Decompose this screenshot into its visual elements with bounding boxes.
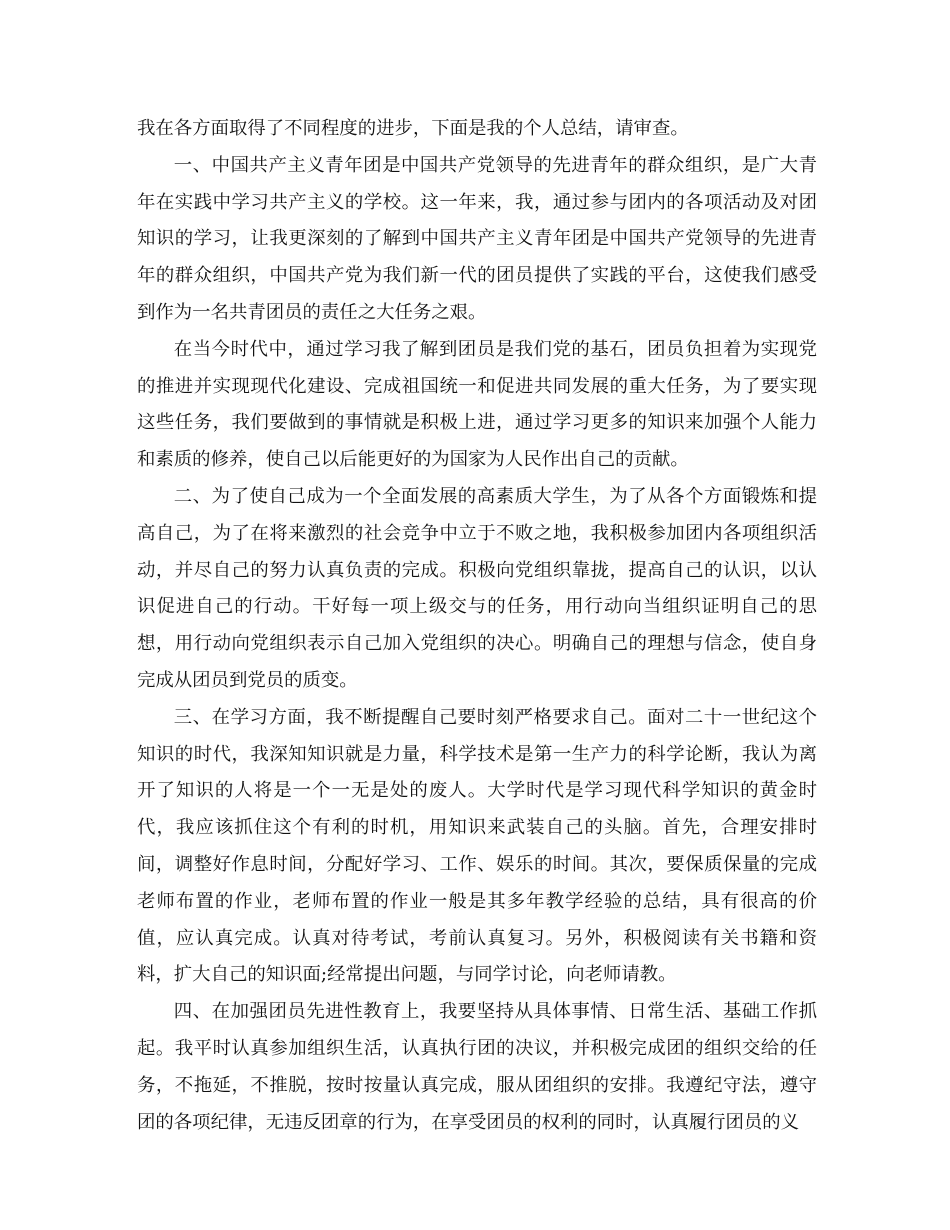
paragraph-section-1: 一、中国共产主义青年团是中国共产党领导的先进青年的群众组织，是广大青年在实践中学习共产主义的学校。这一年来，我，通过参与团内的各项活动及对团知识的学习，让我更深刻的了解到中国共产主义青年团是中国共产党领导的先进青年的群众组织，中国共产党为我们新一代的团员提供了实践的平台，这使我们感受到作为一名共青团员的责任之大任务之艰。: [137, 154, 817, 323]
document-body: [137, 111, 817, 1141]
paragraph-section-4: 四、在加强团员先进性教育上，我要坚持从具体事情、日常生活、基础工作抓起。我平时认真参加组织生活，认真执行团的决议，并积极完成团的组织交给的任务，不拖延，不推脱，按时按量认真完成，服从团组织的安排。我遵纪守法，遵守团的各项纪律，无违反团章的行为，在享受团员的权利的同时，认真履行团员的义: [137, 1001, 817, 1133]
paragraph-section-1-continued: 在当今时代中，通过学习我了解到团员是我们党的基石，团员负担着为实现党的推进并实现现代化建设、完成祖国统一和促进共同发展的重大任务，为了要实现这些任务，我们要做到的事情就是积极上进，通过学习更多的知识来加强个人能力和素质的修养，使自己以后能更好的为国家为人民作出自己的贡献。: [137, 338, 817, 471]
paragraph-intro: 我在各方面取得了不同程度的进步，下面是我的个人总结，请审查。: [137, 118, 689, 139]
paragraph-section-3: 三、在学习方面，我不断提醒自己要时刻严格要求自己。面对二十一世纪这个知识的时代，我深知知识就是力量，科学技术是第一生产力的科学论断，我认为离开了知识的人将是一个一无是处的废人。大学时代是学习现代科学知识的黄金时代，我应该抓住这个有利的时机，用知识来武装自己的头脑。首先，合理安排时间，调整好作息时间，分配好学习、工作、娱乐的时间。其次，要保质保量的完成老师布置的作业，老师布置的作业一般是其多年教学经验的总结，具有很高的价值，应认真完成。认真对待考试，考前认真复习。另外，积极阅读有关书籍和资料，扩大自己的知识面;经常提出问题，与同学讨论，向老师请教。: [137, 706, 817, 986]
paragraph-section-2: 二、为了使自己成为一个全面发展的高素质大学生，为了从各个方面锻炼和提高自己，为了在将来激烈的社会竞争中立于不败之地，我积极参加团内各项组织活动，并尽自己的努力认真负责的完成。积极向党组织靠拢，提高自己的认识，以认识促进自己的行动。干好每一项上级交与的任务，用行动向当组织证明自己的思想，用行动向党组织表示自己加入党组织的决心。明确自己的理想与信念，使自身完成从团员到党员的质变。: [137, 485, 817, 691]
